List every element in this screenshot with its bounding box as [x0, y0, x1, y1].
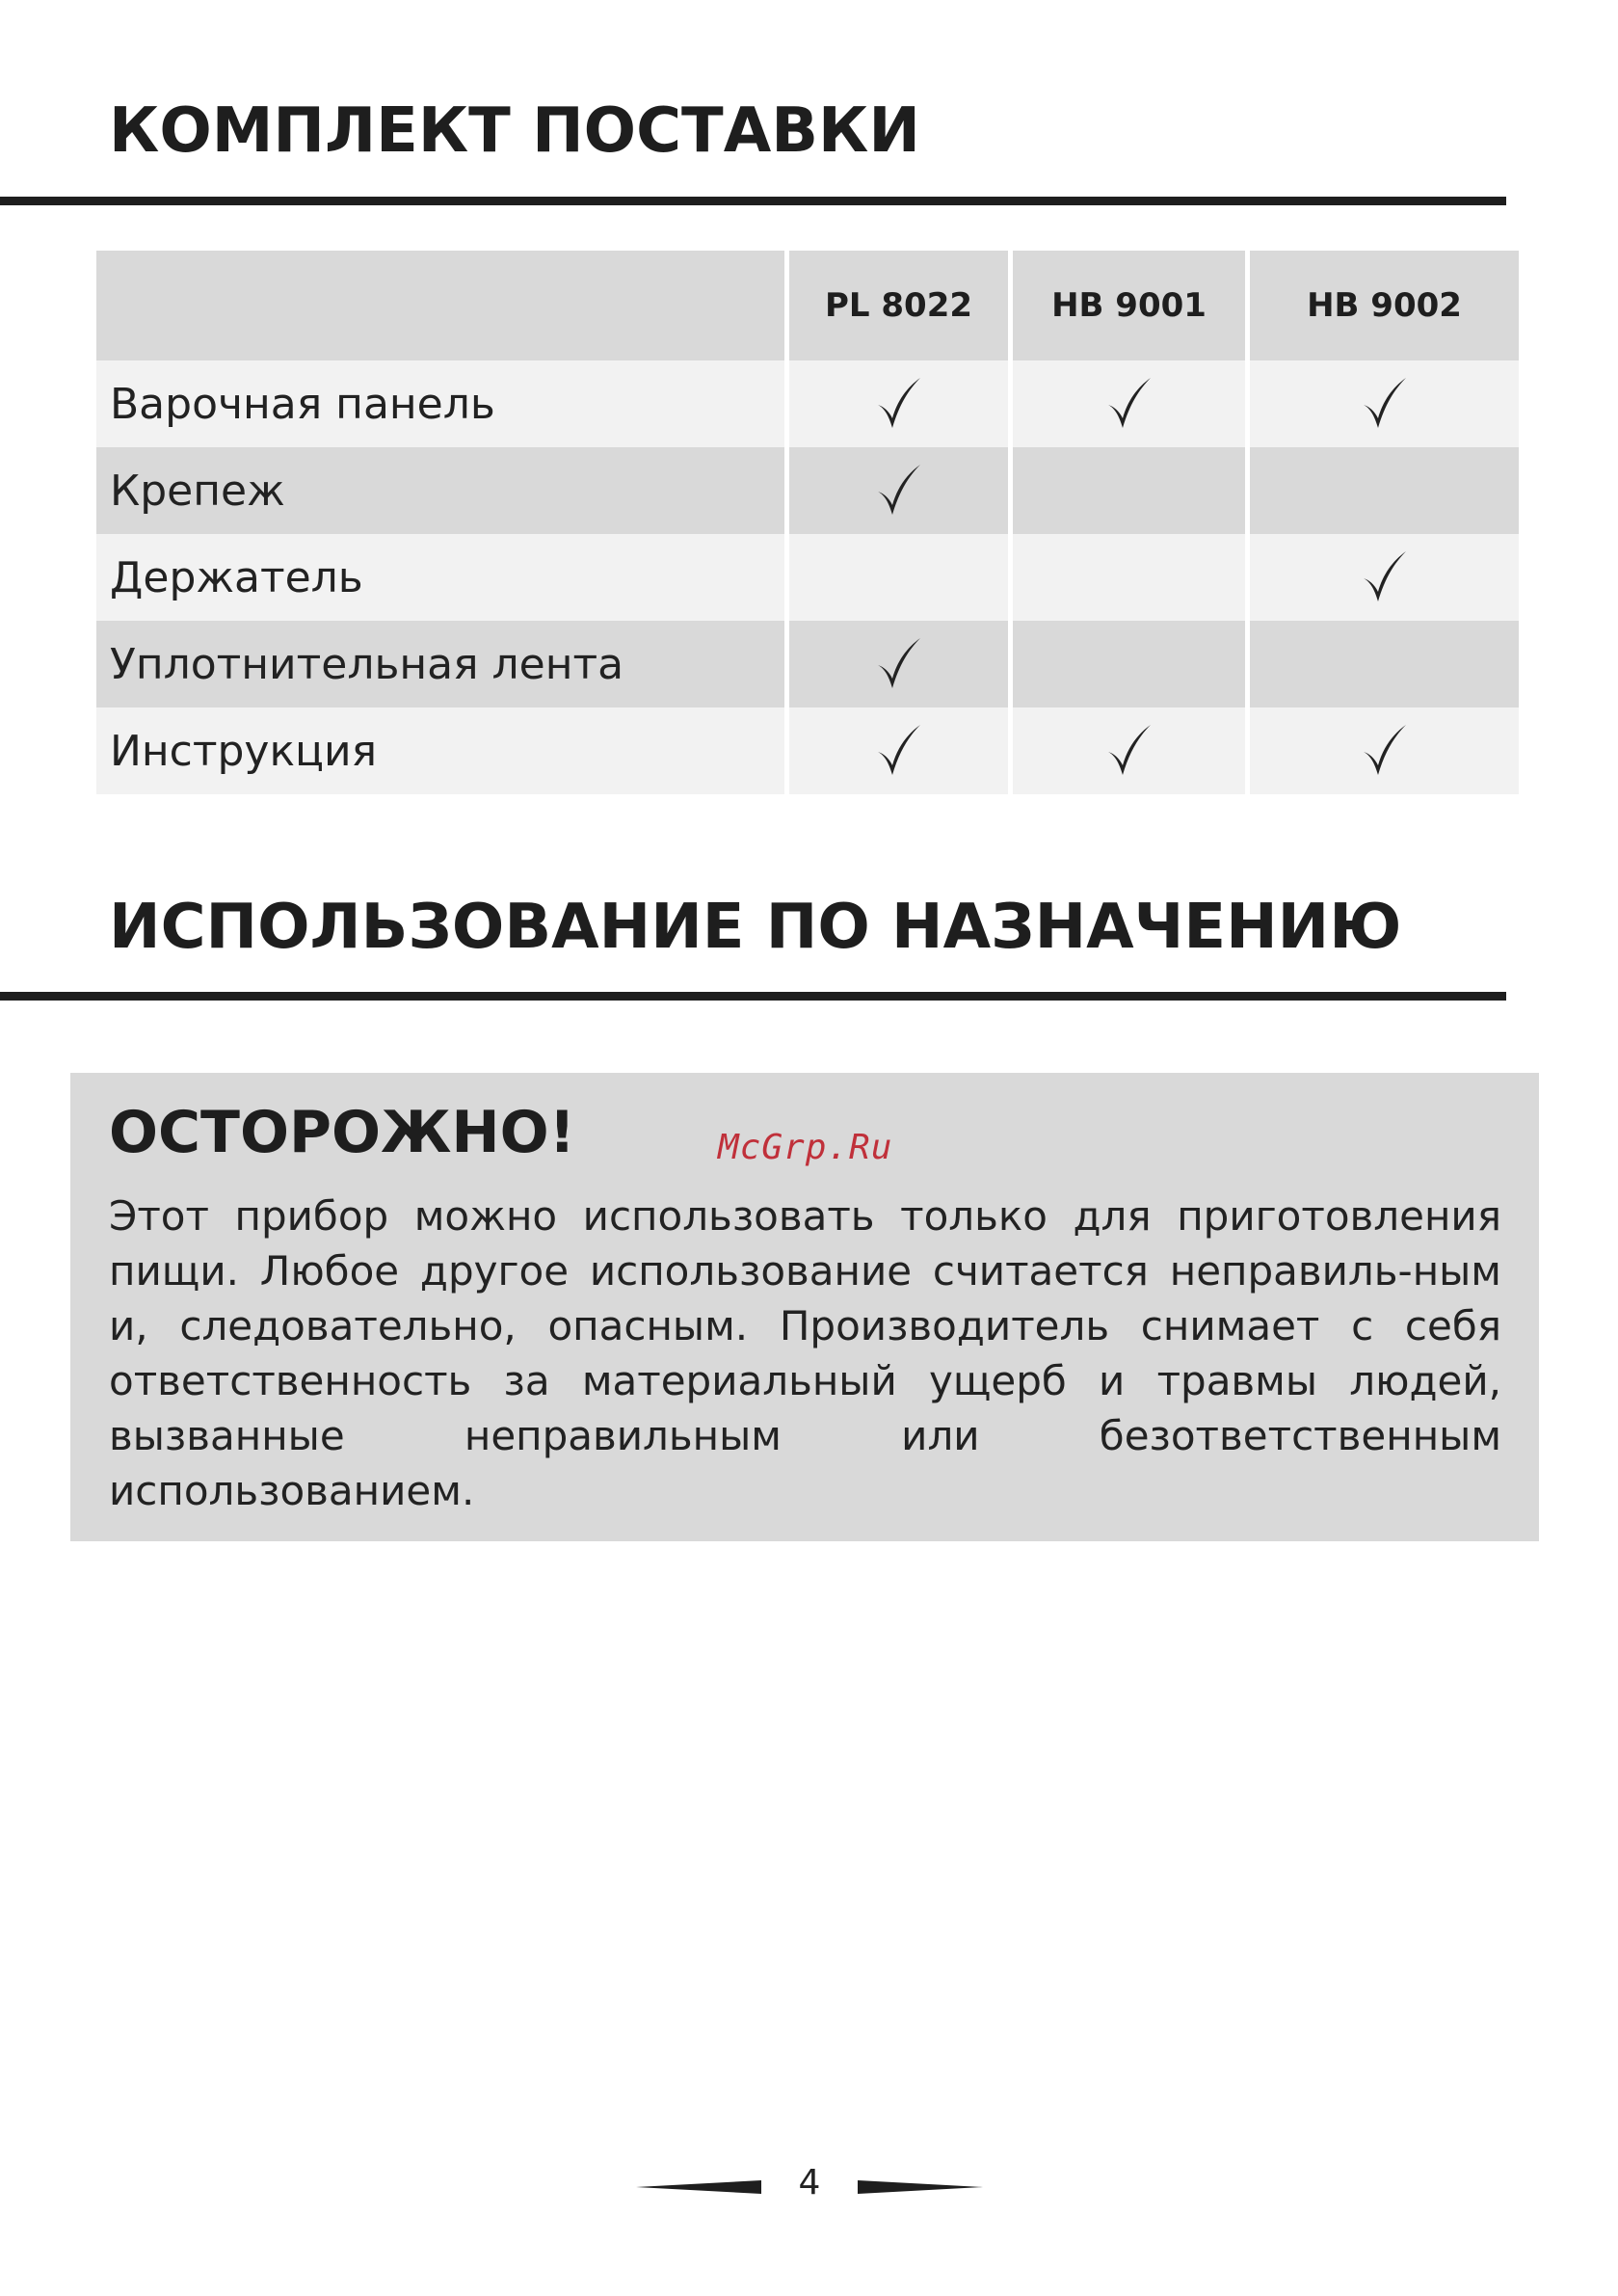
- table-header-cell: [789, 251, 1013, 360]
- table-row-label-cell: [96, 707, 789, 794]
- table-check-cell: [1013, 447, 1250, 534]
- delivery-contents-table: [96, 251, 1519, 794]
- table-row: [96, 621, 1519, 707]
- table-header-cell: [1013, 251, 1250, 360]
- checkmark-icon: [876, 463, 922, 519]
- table-check-cell: [789, 360, 1013, 447]
- checkmark-icon: [1106, 723, 1153, 779]
- column-header-hb9002: HB 9002: [1307, 286, 1462, 325]
- table-check-cell: [1013, 621, 1250, 707]
- table-header-row: [96, 251, 1519, 360]
- table-check-cell: [1250, 621, 1519, 707]
- item-label: Инструкция: [110, 726, 378, 776]
- usage-section-title: ИСПОЛЬЗОВАНИЕ ПО НАЗНАЧЕНИЮ: [109, 892, 1402, 963]
- table-row-label-cell: [96, 621, 789, 707]
- table-row-label-cell: [96, 534, 789, 621]
- table-check-cell: [789, 707, 1013, 794]
- table-row-label-cell: [96, 360, 789, 447]
- page-footer: [636, 2159, 983, 2213]
- page-number: 4: [798, 2163, 821, 2203]
- table-row: [96, 707, 1519, 794]
- table-body: [96, 360, 1519, 794]
- table-row: [96, 360, 1519, 447]
- table-check-cell: [1250, 447, 1519, 534]
- table-check-cell: [1250, 707, 1519, 794]
- checkmark-icon: [876, 723, 922, 779]
- table-check-cell: [789, 534, 1013, 621]
- table-header-empty-cell: [96, 251, 789, 360]
- table-check-cell: [1250, 534, 1519, 621]
- item-label: Уплотнительная лента: [110, 639, 624, 689]
- footer-right-ornament: [858, 2180, 983, 2194]
- delivery-section-title: КОМПЛЕКТ ПОСТАВКИ: [109, 95, 920, 167]
- warning-title: ОСТОРОЖНО!: [109, 1099, 575, 1166]
- table-header-cell: [1250, 251, 1519, 360]
- table-check-cell: [789, 621, 1013, 707]
- table-row: [96, 447, 1519, 534]
- item-label: Варочная панель: [110, 379, 495, 429]
- watermark: McGrp.Ru: [718, 1128, 893, 1167]
- checkmark-icon: [876, 376, 922, 432]
- table-check-cell: [1013, 360, 1250, 447]
- checkmark-icon: [1106, 376, 1153, 432]
- table-check-cell: [1013, 534, 1250, 621]
- column-header-hb9001: HB 9001: [1051, 286, 1207, 325]
- item-label: Держатель: [110, 552, 363, 602]
- warning-text: Этот прибор можно использовать только для приготовления пищи. Любое другое использование считается неправиль-ным и, следовательно, опасным. Производитель снимает с себя ответственность за материальный ущерб и травмы людей, вызванные неправильным или безответственным использованием.: [109, 1192, 1501, 1514]
- section-divider: [0, 197, 1506, 205]
- checkmark-icon: [1362, 549, 1408, 605]
- checkmark-icon: [876, 636, 922, 692]
- checkmark-icon: [1362, 723, 1408, 779]
- table-row: [96, 534, 1519, 621]
- table-row-label-cell: [96, 447, 789, 534]
- section-divider: [0, 992, 1506, 1001]
- table-check-cell: [1250, 360, 1519, 447]
- item-label: Крепеж: [110, 466, 285, 516]
- column-header-pl8022: PL 8022: [824, 286, 973, 325]
- table-check-cell: [1013, 707, 1250, 794]
- table-check-cell: [789, 447, 1013, 534]
- checkmark-icon: [1362, 376, 1408, 432]
